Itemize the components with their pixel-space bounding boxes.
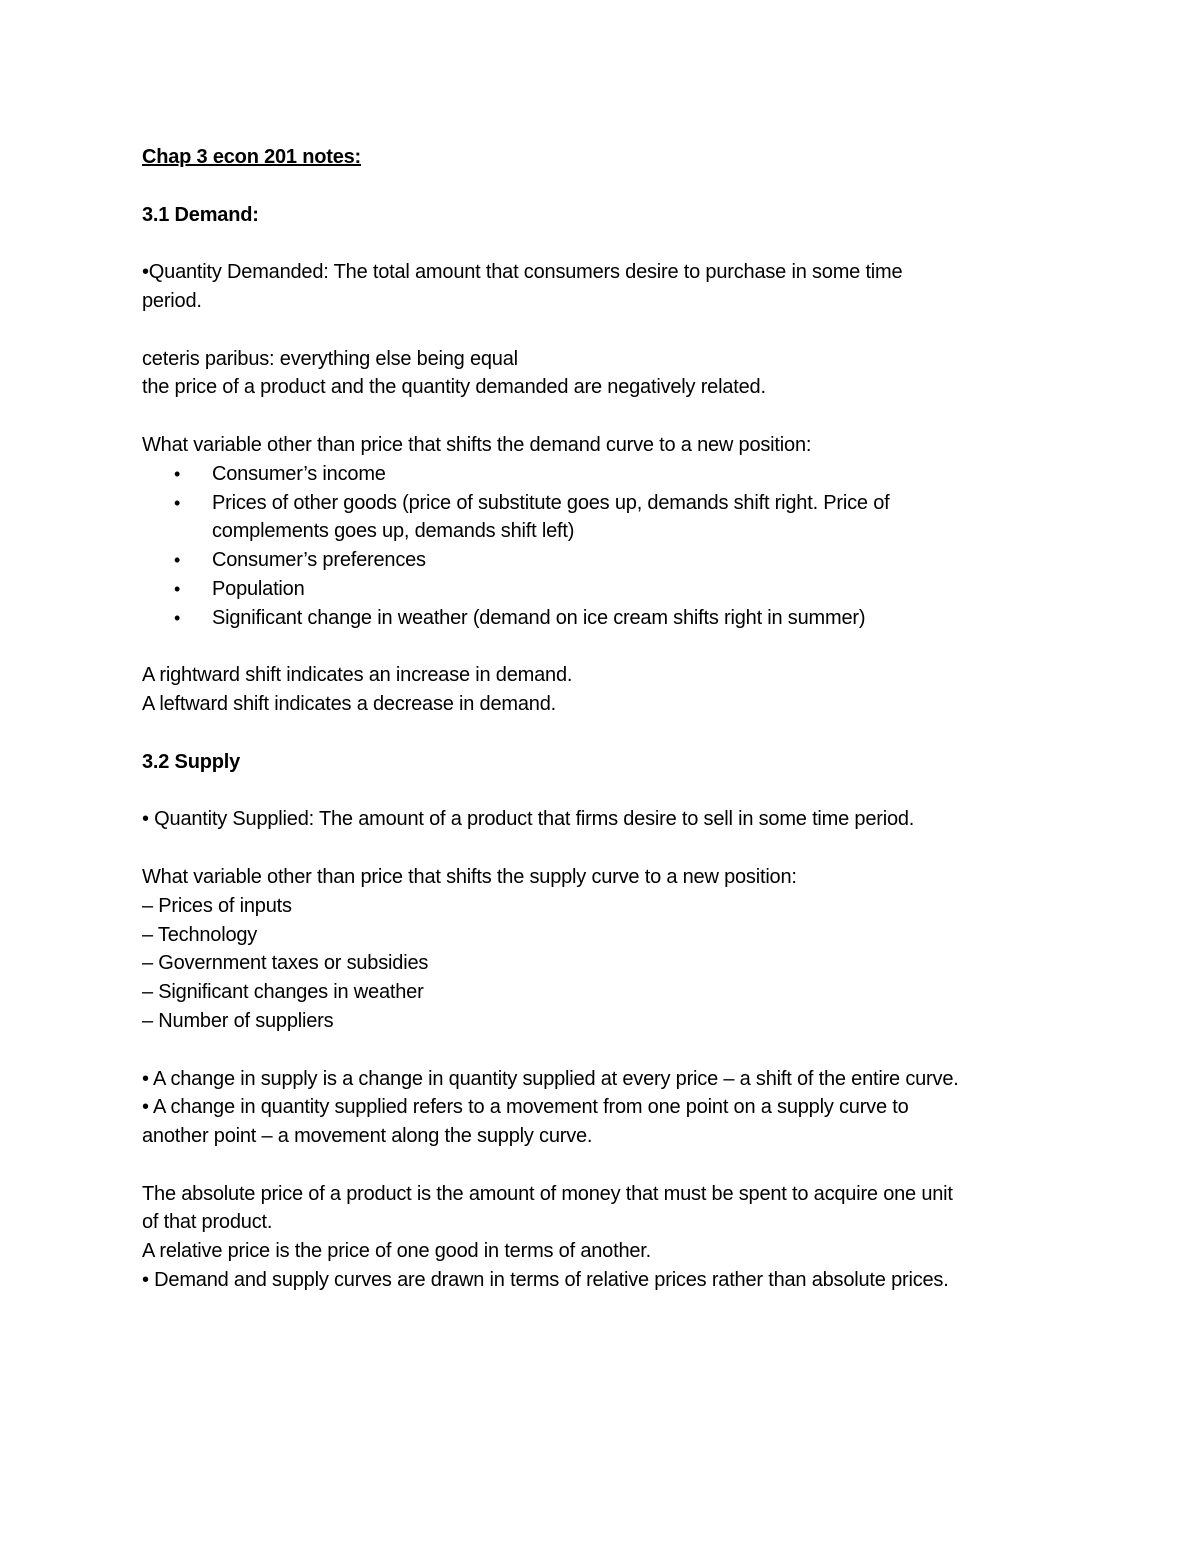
spacer [142,777,1062,806]
spacer [142,316,1062,345]
list-item-text: Prices of other goods (price of substitute goes up, demands shift right. Price of [212,491,890,514]
quantity-demanded-definition [142,258,1062,316]
list-item-text: Significant change in weather (demand on ice cream shifts right in summer) [212,606,866,629]
list-item-text: complements goes up, demands shift left) [212,520,575,543]
text-line: of that product. [142,1211,273,1234]
supply-shifter-item: – Government taxes or subsidies [142,952,429,975]
change-in-supply-line: • A change in supply is a change in quantity supplied at every price – a shift of the entire curve. [142,1067,959,1090]
supply-shifter-item: – Number of suppliers [142,1009,334,1032]
list-item-text: Consumer’s preferences [212,549,426,572]
absolute-price-definition [142,1180,1062,1238]
supply-shifters-intro: What variable other than price that shifts the supply curve to a new position: [142,865,797,888]
change-in-quantity-supplied [142,1093,1062,1151]
demand-shifters-list [142,460,1062,633]
text-line: •Quantity Demanded: The total amount that consumers desire to purchase in some time [142,261,903,284]
spacer [142,229,1062,258]
bullet-icon: • [174,578,181,599]
leftward-shift-line: A leftward shift indicates a decrease in demand. [142,693,556,716]
spacer [142,719,1062,748]
spacer [142,633,1062,662]
relative-price-definition: A relative price is the price of one good in terms of another. [142,1240,652,1263]
section-heading-demand: 3.1 Demand: [142,203,259,226]
spacer [142,1151,1062,1180]
text-line: period. [142,289,202,312]
list-item [142,604,1062,633]
supply-shifter-item: – Significant changes in weather [142,981,424,1004]
list-item-text: Consumer’s income [212,462,386,485]
spacer [142,402,1062,431]
spacer [142,172,1062,201]
text-line: The absolute price of a product is the amount of money that must be spent to acquire one unit [142,1182,953,1205]
quantity-supplied-definition: • Quantity Supplied: The amount of a product that firms desire to sell in some time period. [142,808,915,831]
spacer [142,834,1062,863]
supply-shifter-item: – Technology [142,923,258,946]
list-item [142,575,1062,604]
list-item [142,489,1062,547]
list-item [142,546,1062,575]
section-heading-supply: 3.2 Supply [142,750,241,773]
bullet-icon: • [174,550,181,571]
page-title: Chap 3 econ 201 notes: [142,146,361,168]
rightward-shift-line: A rightward shift indicates an increase in demand. [142,664,573,687]
curves-relative-prices-line: • Demand and supply curves are drawn in terms of relative prices rather than absolute prices. [142,1269,949,1292]
negative-relation-line: the price of a product and the quantity demanded are negatively related. [142,376,766,399]
text-line: • A change in quantity supplied refers to a movement from one point on a supply curve to [142,1096,909,1119]
document-body [142,143,1062,1295]
bullet-icon: • [174,463,181,484]
demand-shifters-intro: What variable other than price that shifts the demand curve to a new position: [142,433,812,456]
supply-shifter-item: – Prices of inputs [142,894,292,917]
bullet-icon: • [174,492,181,513]
spacer [142,1036,1062,1065]
list-item-text: Population [212,577,305,600]
list-item [142,460,1062,489]
ceteris-paribus-line: ceteris paribus: everything else being equal [142,347,518,370]
bullet-icon: • [174,607,181,628]
text-line: another point – a movement along the supply curve. [142,1125,593,1148]
